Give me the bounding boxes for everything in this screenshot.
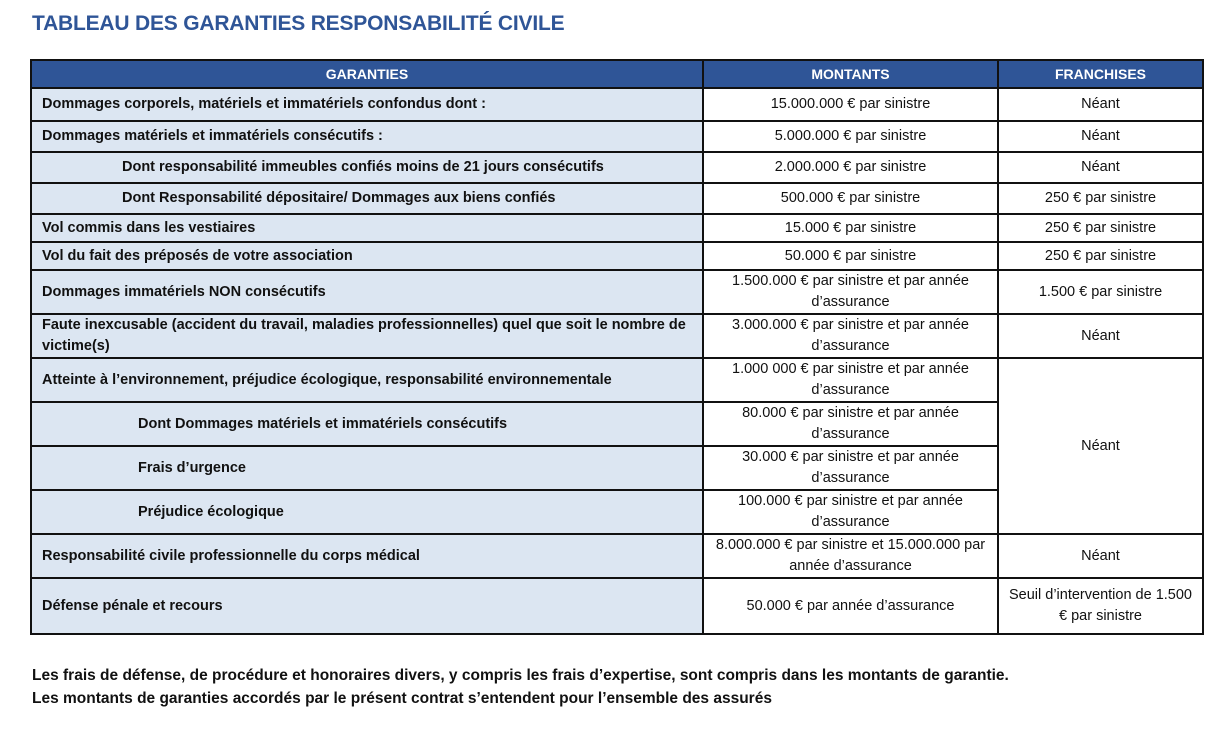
montant-cell: 5.000.000 € par sinistre <box>703 121 998 152</box>
montant-cell: 15.000 € par sinistre <box>703 214 998 242</box>
table-row <box>31 314 1203 358</box>
table-row <box>31 242 1203 270</box>
montant-cell: 500.000 € par sinistre <box>703 183 998 214</box>
montant-cell: 50.000 € par sinistre <box>703 242 998 270</box>
franchise-cell: Néant <box>998 152 1203 183</box>
table-row <box>31 152 1203 183</box>
page-title: TABLEAU DES GARANTIES RESPONSABILITÉ CIVILE <box>32 12 565 35</box>
garantie-cell: Dont Responsabilité dépositaire/ Dommages aux biens confiés <box>31 183 703 214</box>
franchise-cell: 250 € par sinistre <box>998 242 1203 270</box>
table-row <box>31 121 1203 152</box>
footer-note: Les montants de garanties accordés par le présent contrat s’entendent pour l’ensemble des assurés <box>32 690 772 707</box>
garantie-cell: Dont Dommages matériels et immatériels consécutifs <box>31 402 703 446</box>
garantie-cell: Dont responsabilité immeubles confiés moins de 21 jours consécutifs <box>31 152 703 183</box>
franchise-cell: Néant <box>998 534 1203 578</box>
header-franchises: FRANCHISES <box>998 60 1203 88</box>
franchise-cell: Néant <box>998 88 1203 121</box>
montant-cell: 50.000 € par année d’assurance <box>703 578 998 634</box>
montant-cell: 8.000.000 € par sinistre et 15.000.000 par année d’assurance <box>703 534 998 578</box>
garantie-cell: Dommages corporels, matériels et immatériels confondus dont : <box>31 88 703 121</box>
footer-note: Les frais de défense, de procédure et honoraires divers, y compris les frais d’expertise, sont compris dans les montants de garantie. <box>32 667 1009 684</box>
garantie-cell: Défense pénale et recours <box>31 578 703 634</box>
franchise-cell-merged: Néant <box>998 358 1203 534</box>
table-row <box>31 88 1203 121</box>
montant-cell: 2.000.000 € par sinistre <box>703 152 998 183</box>
montant-cell: 15.000.000 € par sinistre <box>703 88 998 121</box>
montant-cell: 1.000 000 € par sinistre et par année d’assurance <box>703 358 998 402</box>
table-row <box>31 270 1203 314</box>
table-row <box>31 214 1203 242</box>
table-row <box>31 578 1203 634</box>
table-row <box>31 534 1203 578</box>
montant-cell: 80.000 € par sinistre et par année d’assurance <box>703 402 998 446</box>
franchise-cell: 250 € par sinistre <box>998 183 1203 214</box>
guarantees-table <box>30 59 1204 635</box>
table-row <box>31 183 1203 214</box>
header-garanties: GARANTIES <box>31 60 703 88</box>
garantie-cell: Vol du fait des préposés de votre association <box>31 242 703 270</box>
header-montants: MONTANTS <box>703 60 998 88</box>
table-row <box>31 358 1203 402</box>
garantie-cell: Préjudice écologique <box>31 490 703 534</box>
franchise-cell: 1.500 € par sinistre <box>998 270 1203 314</box>
montant-cell: 30.000 € par sinistre et par année d’assurance <box>703 446 998 490</box>
montant-cell: 1.500.000 € par sinistre et par année d’assurance <box>703 270 998 314</box>
table-header-row <box>31 60 1203 88</box>
garantie-cell: Faute inexcusable (accident du travail, maladies professionnelles) quel que soit le nombre de victime(s) <box>31 314 703 358</box>
franchise-cell: Seuil d’intervention de 1.500 € par sinistre <box>998 578 1203 634</box>
garantie-cell: Responsabilité civile professionnelle du corps médical <box>31 534 703 578</box>
garantie-cell: Atteinte à l’environnement, préjudice écologique, responsabilité environnementale <box>31 358 703 402</box>
franchise-cell: 250 € par sinistre <box>998 214 1203 242</box>
footer-notes <box>32 664 1009 710</box>
garantie-cell: Dommages matériels et immatériels consécutifs : <box>31 121 703 152</box>
montant-cell: 100.000 € par sinistre et par année d’assurance <box>703 490 998 534</box>
franchise-cell: Néant <box>998 121 1203 152</box>
garantie-cell: Vol commis dans les vestiaires <box>31 214 703 242</box>
franchise-cell: Néant <box>998 314 1203 358</box>
montant-cell: 3.000.000 € par sinistre et par année d’assurance <box>703 314 998 358</box>
garantie-cell: Dommages immatériels NON consécutifs <box>31 270 703 314</box>
garantie-cell: Frais d’urgence <box>31 446 703 490</box>
